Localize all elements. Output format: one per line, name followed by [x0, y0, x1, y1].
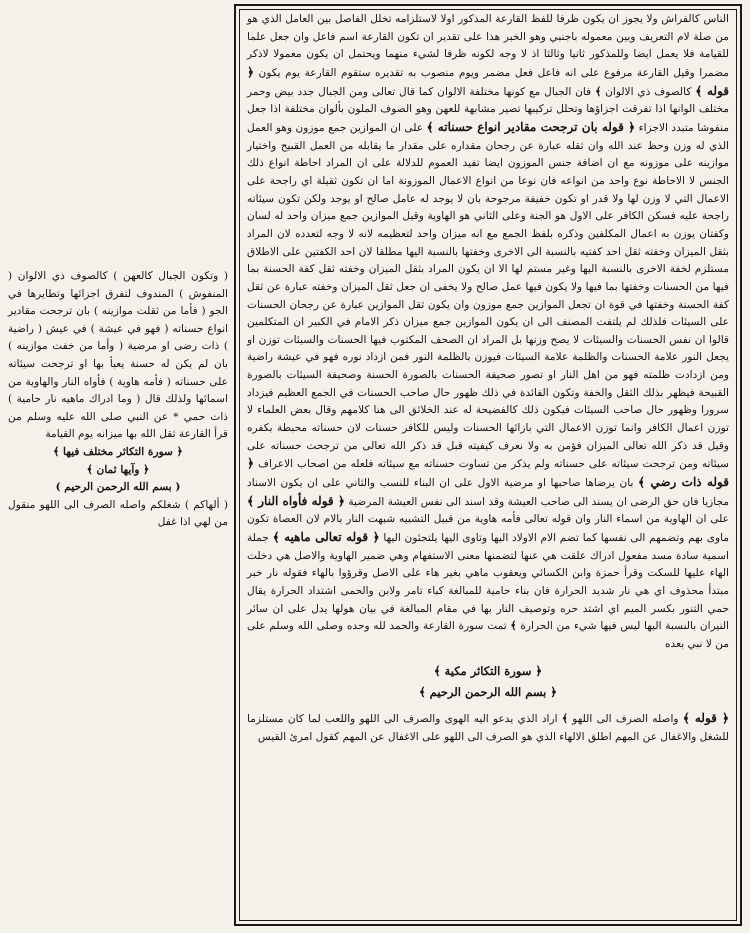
qawluhu-marker: ﴿ قوله ﴾ [247, 64, 730, 98]
commentary-segment: اراد الذي يدعو اليه الهوى والصرف الى اللهو واللعب لما كان مستلزما للشغل والاغفال عن المهم اطلق الالهاء الذي هو الصرف الى اللهو على الاغفال عن المهم كقول امرئ القيس [247, 712, 729, 743]
basmala-heading: ﴿ بسم الله الرحمن الرحيم ﴾ [418, 685, 558, 700]
margin-paragraph-takathur: ( ألهاكم ) شغلكم واصله الصرف الى اللهو منقول من لهي اذا غفل [8, 498, 228, 529]
commentary-segment: واصله الصرف الى اللهو [568, 712, 683, 725]
commentary-segment: كالصوف ذي الالوان [601, 85, 696, 98]
commentary-segment: فان الجبال مع كونها مختلفة الالوان كما قال تعالى ومن الجبال جدد بيض وحمر مختلف الوانها اذا تفرقت اجزاؤها وتحلل تركيبها تصير مشابهة للعهن وهو الصوف الملون بألوان مختلفة اذا جعل منفوشا متبدد الاجزاء [247, 85, 729, 134]
commentary-segment: بان يرضاها صاحبها او مرضية الاول على ان البناء للنسب والثاني على ان يكون الاسناد مجازيا فان حق الرضى ان يسند الى صاحب العيشة وقد اسند الى نفس العيشة المرضية [247, 477, 730, 508]
main-text-frame [234, 4, 742, 926]
final-commentary-paragraph [247, 710, 729, 746]
main-commentary-text [240, 10, 736, 746]
ornament-bracket: ﴾ [595, 85, 602, 98]
qawluhu-marker: ﴿ قوله ﴾ [682, 710, 729, 725]
margin-commentary [8, 268, 228, 532]
main-commentary-paragraph [247, 11, 729, 654]
commentary-segment: على ان الهاوية من اسماء النار وان قوله تعالى فأمه هاوية من قبيل التشبيه شبهت النار بالام لان العصاة تكون ماوى بهم وتضمهم الى نفسها كما تضم الام الاولاد اليها وتاوى اليها يلتجئون اليها [247, 513, 729, 545]
main-text-inner-border [239, 9, 737, 921]
margin-verse-count: ﴿ وآيها ثمان ﴾ [86, 463, 150, 476]
commentary-segment: الناس كالفراش ولا يجوز ان يكون ظرفا للفظ القارعة المذكور اولا لاستلزامه تخلل الفاصل بين العامل الذي هو من صلة لام التعريف وبين معموله باجنبي وهو الخبر هذا على تقدير ان تكون القارعة اسم فاعل وان جعل علما للقيامة فلا يعمل ايضا وللمذكور ثانيا وثالثا اذ لا وجه لكونه ظرفا لشيء منهما ويحتمل ان يكون معمولا لاذكر مضمرا وقيل القارعة مرفوع على انه فاعل فعل مضمر ويوم منصوب به تقديره ستقوم القارعة يوم يكون [247, 13, 729, 79]
surah-title: ﴿ سورة التكاثر مكية ﴾ [433, 663, 543, 678]
qawluhu-marker: ﴿ قوله بان ترجحت مقادير انواع حسناته ﴾ [426, 119, 636, 134]
qawluhu-marker: ﴿ قوله ذات رضي ﴾ [247, 456, 729, 490]
ornament-bracket: ﴾ [510, 620, 517, 633]
qawluhu-marker: ﴿ قوله فأواه النار ﴾ [247, 493, 345, 508]
commentary-segment: تمت سورة القارعة والحمد لله وحده وصلى الله وسلم على من لا نبي بعده [247, 620, 729, 650]
margin-paragraph-qariah: ( وتكون الجبال كالعهن ) كالصوف ذي الالوان ( المنفوش ) المندوف لتفرق اجزائها وتطايرها في الجو ( فأما من ثقلت موازينه ) بان ترجحت مقادير انواع حسناته ( فهو في عيشة ) في عيش ( راضية ) ذات رضى او مرضية ( وأما من خفت موازينه ) بان لم يكن له حسنة يعبأ بها او ترجحت سيئاته على حسناته ( فأمه هاوية ) فأواه النار والهاوية من اسمائها ولذلك قال ( وما ادراك ماهيه نار حامية ) ذات حمي * عن النبي صلى الله عليه وسلم من قرأ القارعة ثقل الله بها ميزانه يوم القيامة [8, 270, 228, 441]
commentary-segment: على ان الموازين جمع موزون وهو العمل الذي له وزن وحظ عند الله وان ثقله عبارة عن رجحان مقداره على مقدار ما يقابله من العمل القبيح واختيار موازينه على موزونه مع ان اضافة جنس الموزون ايضا تفيد العموم للدلالة على ان المراد احاطة انواع ذلك الجنس لا الاحاطة نوع واحد من انواعه فان نوعا من انواع الاعمال الموزونة اما ان تكون ثقيلة اي راجحة على الاعمال التي لا وزن لها ولا قدر او تكون خفيفة مرجوحة بان لا يوجد له عامل صالح او يوجد ولكن تكون سيئاته راجحة عليه فسكن الكافر على الاول هو الجنة وعلى الثاني هو الهاوية وقيل الموازين جمع ميزان واحد له لسان وكفتان يوزن به اعمال المكلفين وذكره بلفظ الجمع مع انه ميزان واحد لتعظيمه لانه لا وجه لتعدده لان المراد بثقل الميزان وخفته ثقل احد كفتيه بالنسبة الى الاخرى وخفتها بالنسبة اليها مطلقا لان احد الكفتين على الاطلاق مستلزم لخفة الاخرى بالنسبة اليها وغير مستم لها الا ان يكون المراد بثقل الميزان وخفته ثقل كفة الحسنة بما فيها من الحسنات وخفتها بما فيها ولا يكون فيها عمل صالح ولا يخفى ان جعل ثقل الميزان وخفته عبارة عن ثقل كفة الحسنة وخفتها في قوة ان تجعل الموازين جمع موزون وان يكون ثقل الموازين عبارة عن رجحان الحسنات على السيئات فلذلك لم يلتفت المصنف الى ان يكون الموازين جمع ميزان ذكر الامام في الكبير ان المتكلمين قالوا ان نفس الحسنات والسيئات لا يصح وزنها بل المراد ان الصحف المكتوب فيها الحسنات والسيئات توزن او يجعل النور علامة الحسنات والظلمة علامة السيئات فيوزن بالظلمة النور فمن ازداد نوره فهو في عيشة راضية ومن ازدادت ظلمته فهو من اهل النار او تصور صحيفة الحسنات بالصورة الحسنة وصحيفة السيئات بالصورة القبيحة فيظهر بذلك الثقل والخفة وتكون الفائدة في ذلك ظهور حال صاحب الحسنات في الجمع العظيم فيزداد سرورا وظهور حال صاحب السيئات فيكون ذلك كالفضيحة له عند الخلائق الى هنا كلامهم وقال بعض العلماء لا توزن اعمال الكافر وانما توزن الاعمال التي بازائها الحسنات وليس للكافر حسنات لان حسناته محبطة بكفره وقيل قد ذكر الله تعالى الميزان فؤمن به ولا نعرف كيفيته قبل قد ذكر الله تعالى من ترجحت حسناته على سيئاته ومن ترجحت سيئاته على حسناته ولم يذكر من تساوت حسناته مع سيئاته فلعله من اصحاب الاعراف [247, 121, 729, 471]
qawluhu-marker: ﴿ قوله تعالى ماهيه ﴾ [272, 530, 380, 545]
ornament-bracket: ﴾ [561, 712, 569, 725]
margin-basmala: ( بسم الله الرحمن الرحيم ) [55, 481, 181, 494]
commentary-segment: جملة اسمية سادة مسد مفعول ادراك علقت هي عنها لتضمنها معنى الاستفهام وهي ضمير الهاوية والاصل هي دخلت الهاء عليها للسكت وقرأ حمزة وابن الكسائي ويعقوب ماهي بغير هاء على الاصل وقرؤوا بالهاء فقوله نار خبر مبتدأ محذوف اي هي نار شديد الحرارة فان بناء حامية للمبالغة كباء تامر ولابن والحمى اشتداد الحرارة يقال حمي التنور بكسر الميم اي اشتد حره وتوصيف النار بها في مقام المبالغة في بيان هولها يدل على ان سائر النيران بالنسبة اليها ليس فيها شيء من الحرارة [247, 532, 729, 633]
margin-surah-title: ﴿ سورة التكاثر مختلف فيها ﴾ [53, 445, 183, 458]
